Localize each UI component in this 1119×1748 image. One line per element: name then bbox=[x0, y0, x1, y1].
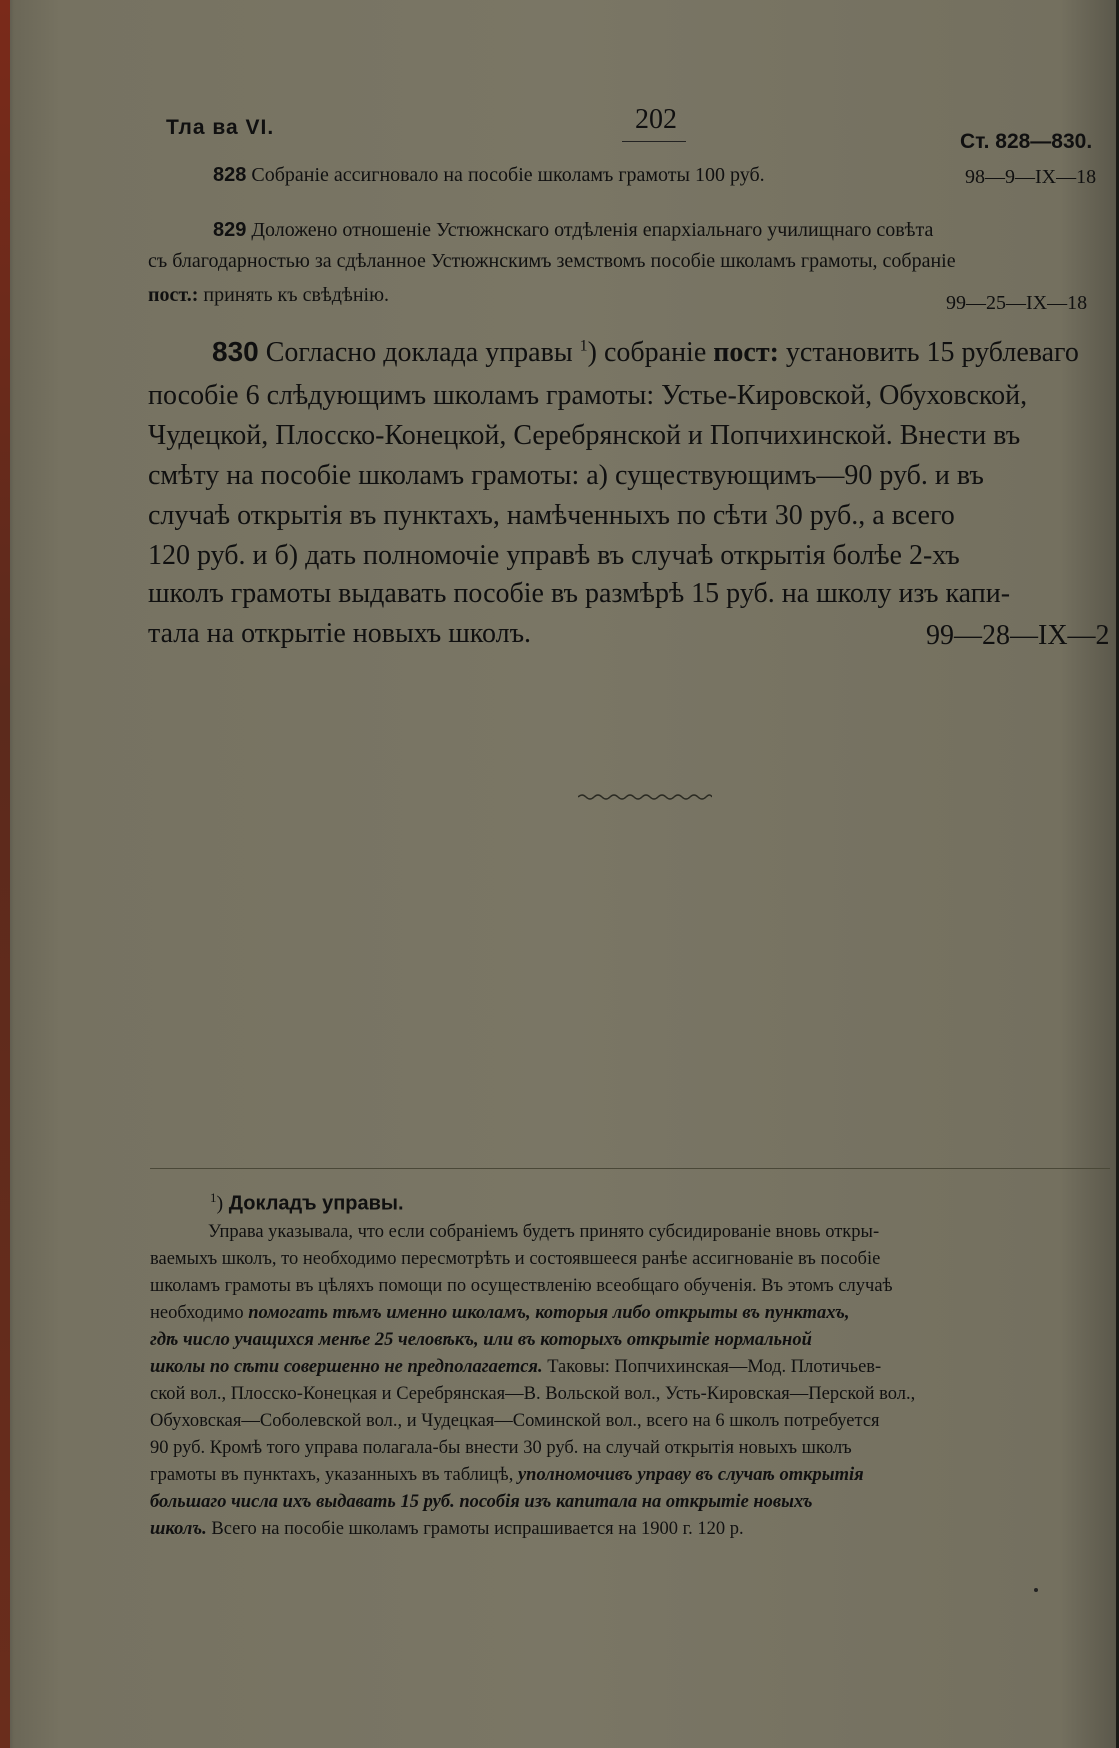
article-number: 830 bbox=[212, 336, 259, 367]
articles-range: Ст. 828—830. bbox=[960, 130, 1093, 153]
emphasis: школъ. bbox=[150, 1519, 207, 1539]
article-830-line: школъ грамоты выдавать пособіе въ размѣрѣ 15 руб. на школу изъ капи- bbox=[148, 578, 1011, 609]
footnote-heading: $^1$) Докладъ управы. bbox=[210, 1190, 404, 1215]
article-829-ref: 99—25—IX—18 bbox=[946, 292, 1088, 314]
footnote-line bbox=[150, 1330, 1116, 1351]
article-830-line: 830 Согласно доклада управы $^1$) собраніе пост: установить 15 рублеваго bbox=[212, 336, 1079, 368]
article-text: установить 15 рублеваго bbox=[785, 337, 1079, 368]
footnote-line: школы по сѣти совершенно не предполагается. Таковы: Попчихинская—Мод. Плотичьев- bbox=[150, 1357, 882, 1377]
article-830-line: тала на открытіе новыхъ школъ. bbox=[148, 618, 532, 649]
page-number-rule bbox=[622, 141, 686, 142]
book-spine bbox=[0, 0, 10, 1748]
article-830-line: смѣту на пособіе школамъ грамоты: а) существующимъ—90 руб. и въ bbox=[148, 460, 984, 491]
emphasis: большаго числа ихъ выдавать 15 руб. пособія изъ капитала на открытіе новыхъ bbox=[150, 1492, 813, 1512]
article-830-line: Чудецкой, Плосско-Конецкой, Серебрянской и Попчихинской. Внести въ bbox=[148, 420, 1021, 451]
footnote-line: грамоты въ пунктахъ, указанныхъ въ таблицѣ, уполномочивъ управу въ случаѣ открытія bbox=[150, 1465, 864, 1485]
article-830-ref: 99—28—IX—2 bbox=[926, 620, 1110, 651]
article-829-line bbox=[213, 219, 1116, 242]
footnote-line: необходимо помогать тѣмъ именно школамъ, которыя либо открыты въ пунктахъ, bbox=[150, 1303, 850, 1323]
footnote-rule bbox=[150, 1168, 1110, 1169]
footnote-line bbox=[150, 1492, 1116, 1513]
chapter-heading: Тла ва VI. bbox=[166, 116, 275, 139]
footnote-line: ской вол., Плосско-Конецкая и Серебрянская—В. Вольской вол., Усть-Кировская—Перской вол., bbox=[150, 1384, 916, 1404]
footnote-title: Докладъ управы. bbox=[228, 1192, 404, 1215]
footnote-ref: 1 bbox=[579, 337, 588, 355]
article-828-ref: 98—9—IX—18 bbox=[965, 166, 1097, 188]
footnote-line: школъ. Всего на пособіе школамъ грамоты испрашивается на 1900 г. 120 р. bbox=[150, 1519, 744, 1539]
article-830-line: пособіе 6 слѣдующимъ школамъ грамоты: Устье-Кировской, Обуховской, bbox=[148, 380, 1028, 411]
article-number: 828 bbox=[213, 164, 247, 186]
article-text: Собраніе ассигновало на пособіе школамъ грамоты 100 руб. bbox=[251, 164, 765, 186]
article-text: собраніе bbox=[603, 337, 707, 368]
footnote-line: школамъ грамоты въ цѣляхъ помощи по осуществленію всеобщаго обученія. Въ этомъ случаѣ bbox=[150, 1276, 893, 1296]
emphasis: школы по сѣти совершенно не предполагается. bbox=[150, 1357, 543, 1377]
footnote-line: Управа указывала, что если собраніемъ будетъ принято субсидированіе вновь откры- bbox=[208, 1222, 880, 1242]
footnote-line: ваемыхъ школъ, то необходимо пересмотрѣть и состоявшееся ранѣе ассигнованіе въ пособіе bbox=[150, 1249, 881, 1269]
article-830-line: 120 руб. и б) дать полномочіе управѣ въ случаѣ открытія болѣе 2-хъ bbox=[148, 540, 960, 571]
article-829-line bbox=[148, 284, 389, 307]
resolution-label: пост: bbox=[713, 337, 779, 368]
emphasis: помогать тѣмъ именно школамъ, которыя либо открыты въ пунктахъ, bbox=[248, 1303, 850, 1323]
resolution-label: пост.: bbox=[148, 284, 199, 306]
emphasis: гдѣ число учащихся менѣе 25 человѣкъ, или въ которыхъ открытіе нормальной bbox=[150, 1330, 812, 1350]
footnote-line: Обуховская—Соболевской вол., и Чудецкая—Соминской вол., всего на 6 школъ потребуется bbox=[150, 1411, 880, 1431]
article-number: 829 bbox=[213, 219, 247, 241]
article-828 bbox=[213, 164, 765, 187]
article-text: принять къ свѣдѣнію. bbox=[203, 284, 390, 306]
footnote-line: 90 руб. Кромѣ того управа полагала-бы внести 30 руб. на случай открытія новыхъ школъ bbox=[150, 1438, 852, 1458]
ink-dot bbox=[1034, 1588, 1038, 1592]
article-text: Доложено отношеніе Устюжнскаго отдѣленія епархіальнаго училищнаго совѣта bbox=[251, 219, 934, 241]
emphasis: уполномочивъ управу въ случаѣ открытія bbox=[517, 1465, 864, 1485]
article-text: Согласно доклада управы bbox=[265, 337, 573, 368]
footnote-marker: 1 bbox=[210, 1190, 217, 1205]
article-829-line: съ благодарностью за сдѣланное Устюжнскимъ земствомъ пособіе школамъ грамоты, собраніе bbox=[148, 250, 956, 272]
section-divider bbox=[578, 792, 712, 802]
article-830-line: случаѣ открытія въ пунктахъ, намѣченныхъ по сѣти 30 руб., а всего bbox=[148, 500, 955, 531]
page-number: 202 bbox=[635, 104, 677, 135]
